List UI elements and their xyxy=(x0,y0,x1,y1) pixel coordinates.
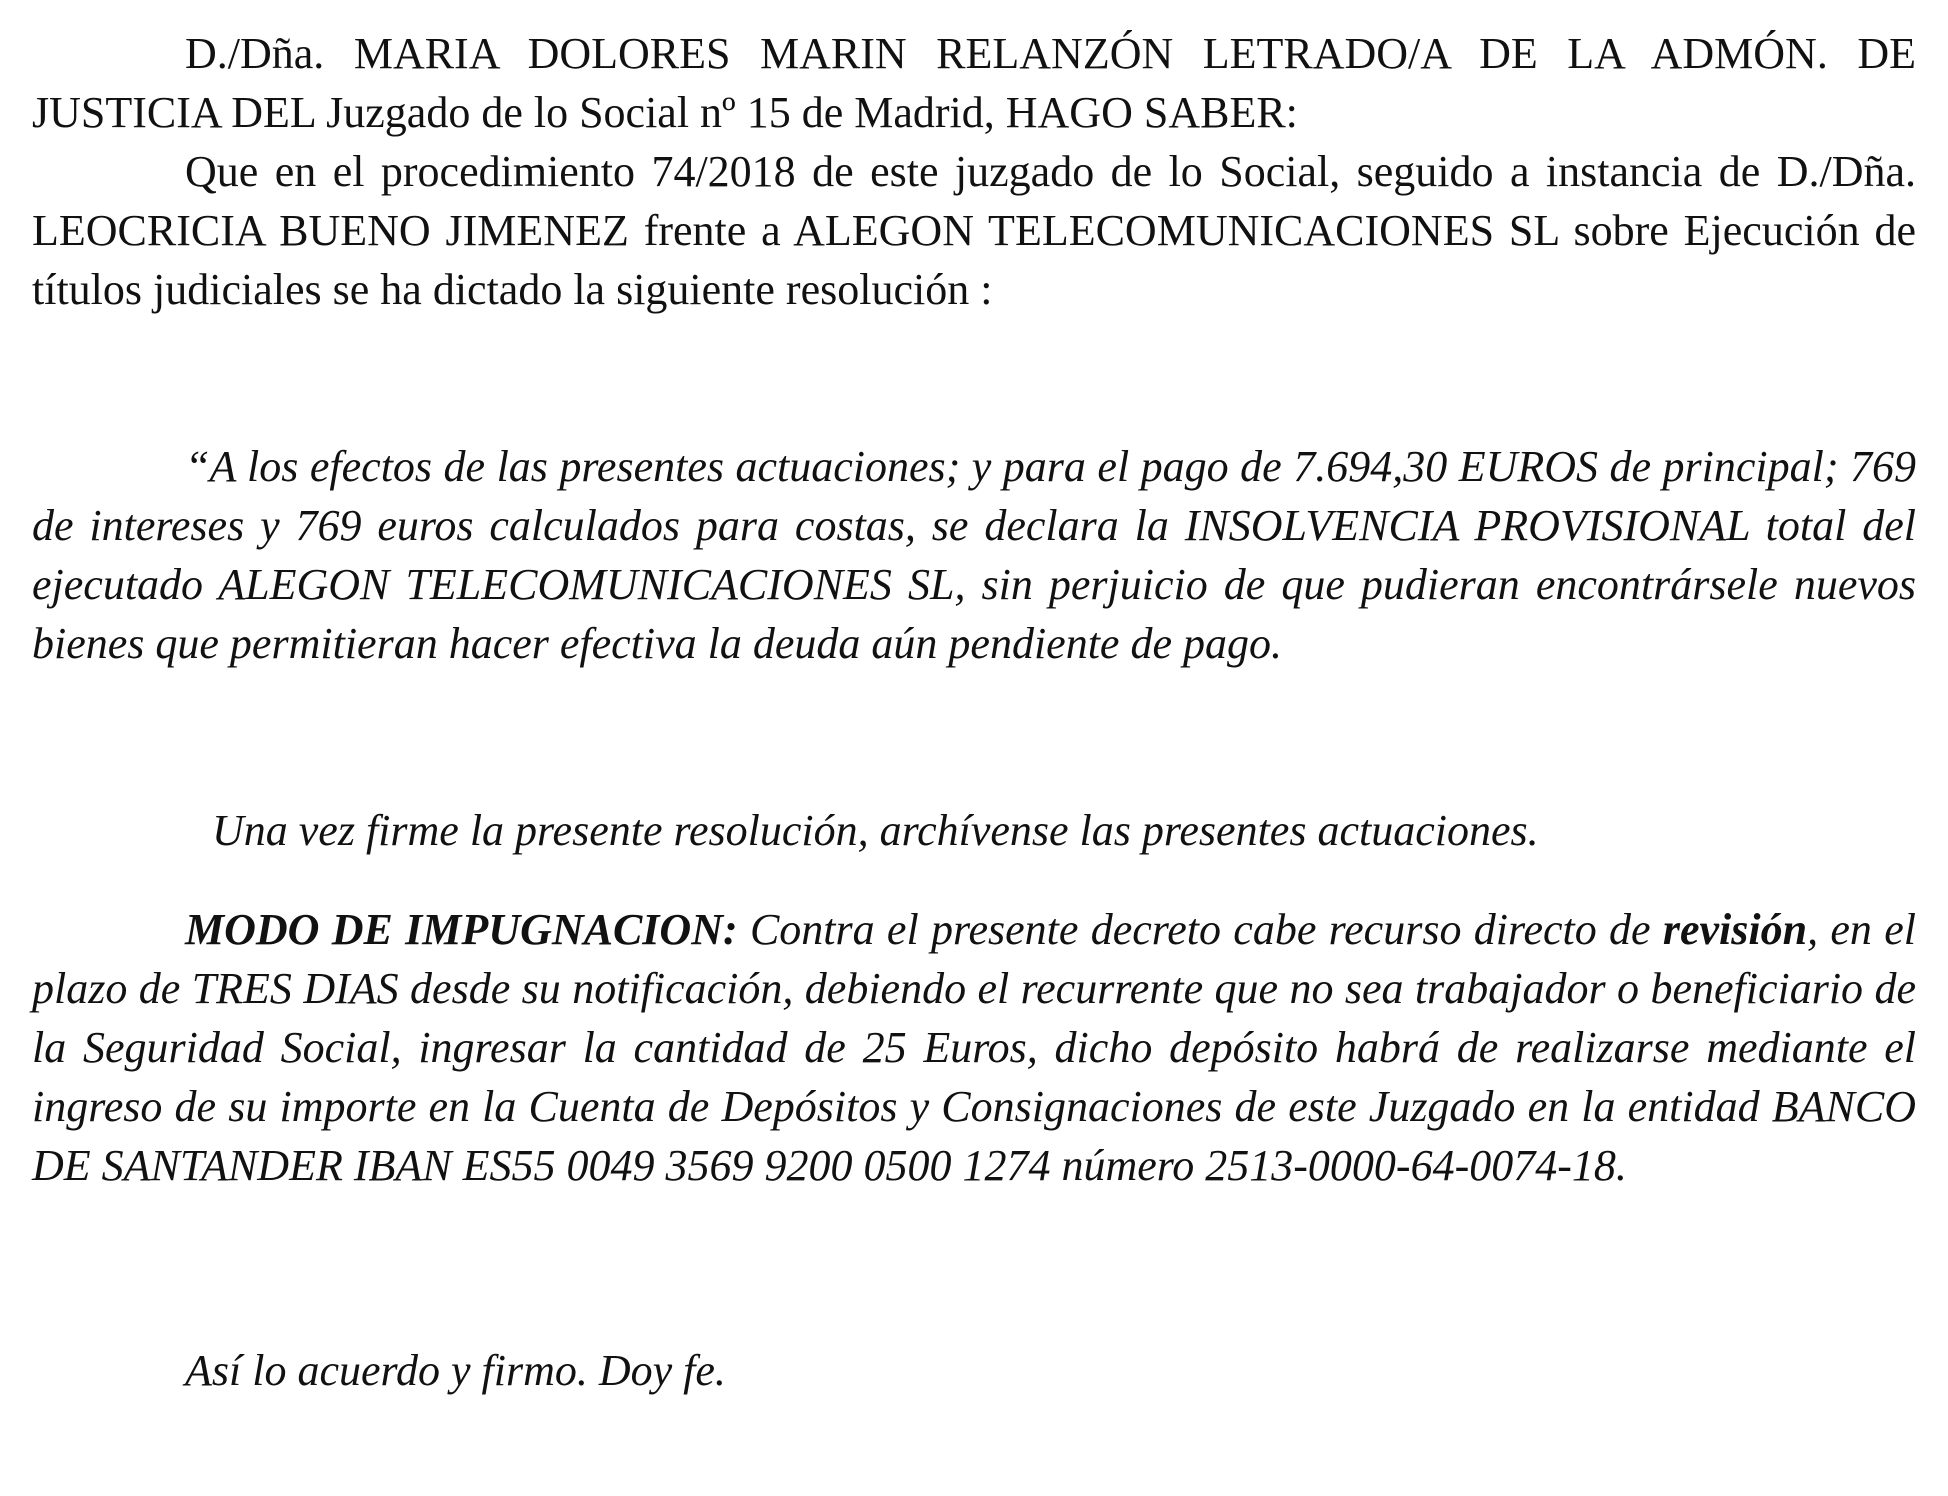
impugnation-paragraph xyxy=(32,900,1916,1195)
resolution-paragraph: “A los efectos de las presentes actuaciones; y para el pago de 7.694,30 EUROS de principal; 769 de intereses y 769 euros calculados para costas, se declara la INSOLVENCIA PROVISIONAL total del ejecutado ALEGON TELECOMUNICACIONES SL, sin perjuicio de que pudieran encontrársele nuevos bienes que permitieran hacer efectiva la deuda aún pendiente de pago. xyxy=(32,442,1916,668)
impugnation-text-2: , en el plazo de TRES DIAS desde su notificación, debiendo el recurrente que no sea trabajador o beneficiario de la Seguridad Social, ingresar la cantidad de 25 Euros, dicho depósito habrá de realizarse mediante el ingreso de su importe en la Cuenta de Depósitos y Consignaciones de este Juzgado en la entidad BANCO DE SANTANDER IBAN ES55 0049 3569 9200 0500 1274 número 2513-0000-64-0074-18. xyxy=(32,905,1916,1190)
impugnation-bold-word: revisión xyxy=(1662,905,1808,954)
header-paragraph: D./Dña. MARIA DOLORES MARIN RELANZÓN LETRADO/A DE LA ADMÓN. DE JUSTICIA DEL Juzgado de lo Social nº 15 de Madrid, HAGO SABER: xyxy=(32,29,1916,137)
spacer xyxy=(32,673,1916,801)
document-page xyxy=(32,24,1916,1400)
spacer xyxy=(32,1195,1916,1341)
spacer xyxy=(32,319,1916,437)
intro-paragraph: Que en el procedimiento 74/2018 de este juzgado de lo Social, seguido a instancia de D./Dña. LEOCRICIA BUENO JIMENEZ frente a ALEGON TELECOMUNICACIONES SL sobre Ejecución de títulos judiciales se ha dictado la siguiente resolución : xyxy=(32,147,1916,314)
impugnation-text-1: Contra el presente decreto cabe recurso directo de xyxy=(737,905,1663,954)
closing-line: Así lo acuerdo y firmo. Doy fe. xyxy=(185,1346,726,1395)
archive-line: Una vez firme la presente resolución, archívense las presentes actuaciones. xyxy=(212,806,1539,855)
spacer xyxy=(32,860,1916,900)
impugnation-heading: MODO DE IMPUGNACION: xyxy=(185,905,738,954)
